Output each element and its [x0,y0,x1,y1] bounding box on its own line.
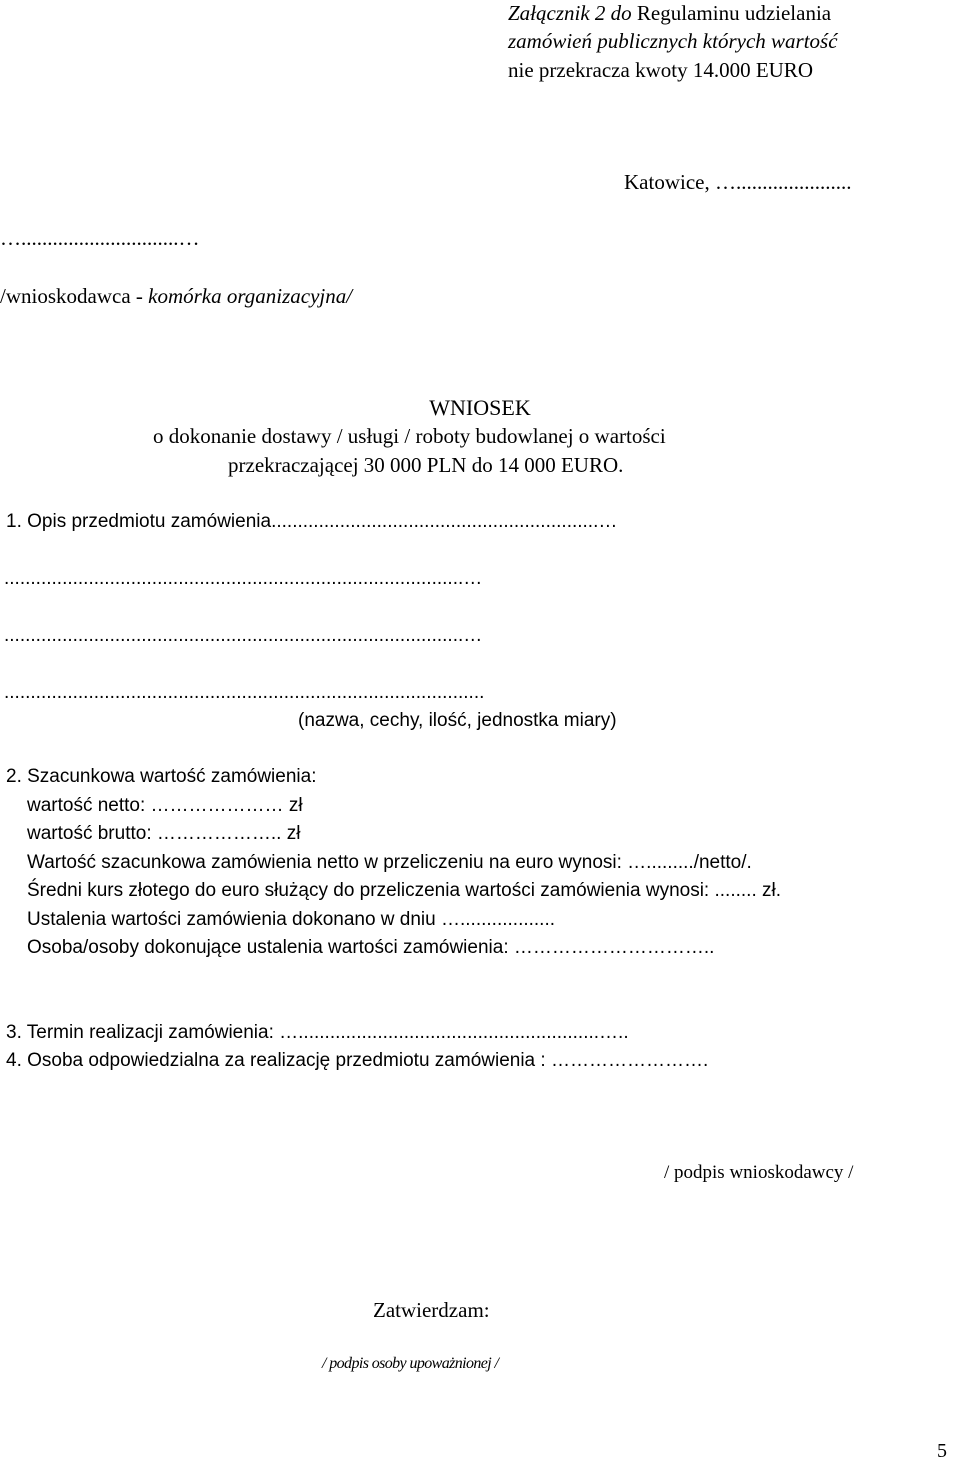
signature-authorized: / podpis osoby upoważnionej / [322,1355,499,1372]
section-1-dots-line-3: .......................................................................................… [4,625,483,646]
applicant-label [0,286,352,307]
net-value: wartość netto: ………………… zł [27,795,303,816]
section-1-text: 1. Opis przedmiotu zamówienia [6,511,272,532]
subtitle-line-1: o dokonanie dostawy / usługi / roboty budowlanej o wartości [153,424,666,448]
page-title: WNIOSEK [429,395,531,420]
section-1-dots: ..............................................................… [271,511,618,532]
section-1-dots-line-2: .......................................................................................… [4,568,483,589]
attachment-line-2: zamówień publicznych których wartość [508,29,838,53]
section-1-dots-line-4: ........................................................................................... [4,682,485,703]
applicant-dots: …..............................… [0,226,200,250]
section-1-label [6,512,617,531]
attachment-line-1 [508,3,831,24]
place-date: Katowice, …...................... [624,170,852,194]
section-3: 3. Termin realizacji zamówienia: ….........................................................….. [6,1022,629,1043]
section-1-caption: (nazwa, cechy, ilość, jednostka miary) [298,710,617,731]
gross-value: wartość brutto: ……………….. zł [27,823,301,844]
approve-label: Zatwierdzam: [373,1298,490,1322]
estimate-date: Ustalenia wartości zamówienia dokonano w dniu ….................. [27,909,556,930]
page-number: 5 [937,1440,947,1462]
subtitle-line-2: przekraczającej 30 000 PLN do 14 000 EURO. [228,453,624,477]
regulation-name: Regulaminu udzielania [631,1,832,25]
attachment-line-3: nie przekracza kwoty 14.000 EURO [508,58,813,82]
signature-applicant: / podpis wnioskodawcy / [664,1162,854,1183]
section-2-label: 2. Szacunkowa wartość zamówienia: [6,766,317,787]
applicant-label-unit: komórka organizacyjna/ [148,284,353,308]
applicant-label-prefix: /wnioskodawca - [0,284,149,308]
section-4: 4. Osoba odpowiedzialna za realizację przedmiotu zamówienia : ……………………. [6,1050,709,1071]
average-rate: Średni kurs złotego do euro służący do przeliczenia wartości zamówienia wynosi: ........ zł. [27,880,781,901]
euro-value: Wartość szacunkowa zamówienia netto w przeliczeniu na euro wynosi: …........./netto/. [27,852,752,873]
attachment-ref: Załącznik 2 do [508,1,632,25]
estimating-persons: Osoba/osoby dokonujące ustalenia wartości zamówienia: ………………………….. [27,937,715,958]
